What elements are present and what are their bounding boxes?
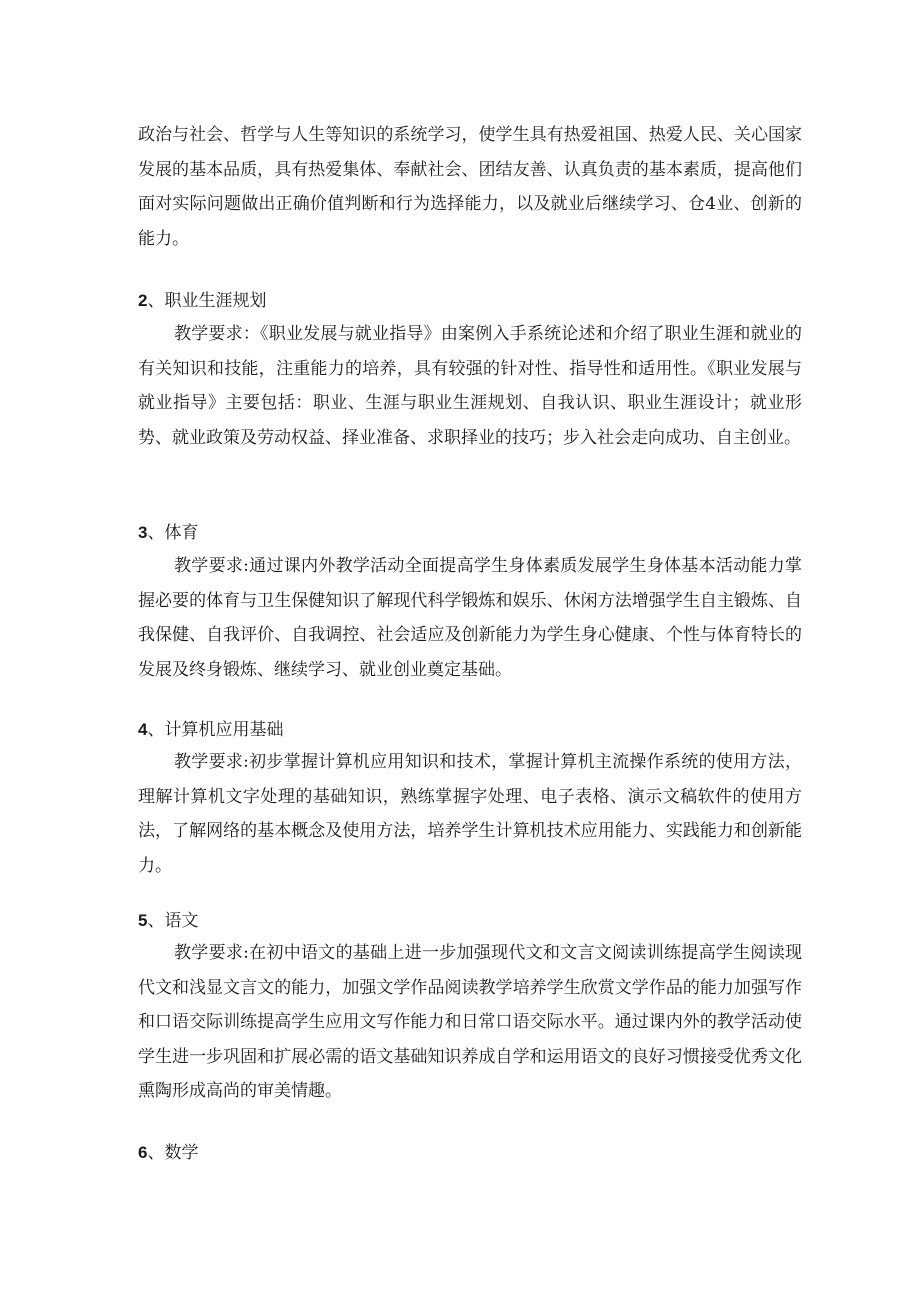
section-number: 4 xyxy=(138,720,148,739)
section-heading-2 xyxy=(138,284,266,318)
section-title: 、语文 xyxy=(147,911,199,931)
intro-paragraph: 政治与社会、哲学与人生等知识的系统学习，使学生具有热爱祖国、热爱人民、关心国家发展的基本品质，具有热爱集体、奉献社会、团结友善、认真负责的基本素质，提高他们面对实际问题做出正确价值判断和行为选择能力，以及就业后继续学习、仓4业、创新的能力。 xyxy=(138,125,802,249)
section-heading-4 xyxy=(138,713,283,747)
section-heading-3 xyxy=(138,516,198,550)
section-title: 、数学 xyxy=(147,1143,199,1163)
section-number: 6 xyxy=(138,1143,148,1162)
section-number: 5 xyxy=(138,911,148,930)
section-title: 、职业生涯规划 xyxy=(147,291,267,311)
section-number: 2 xyxy=(138,291,148,310)
section-number: 3 xyxy=(138,523,148,542)
section-body-4: 教学要求:初步掌握计算机应用知识和技术，掌握计算机主流操作系统的使用方法，理解计算机文字处理的基础知识，熟练掌握字处理、电子表格、演示文稿软件的使用方法，了解网络的基本概念及使用方法，培养学生计算机技术应用能力、实践能力和创新能力。 xyxy=(138,752,802,876)
section-heading-6 xyxy=(138,1136,198,1170)
section-title: 、体育 xyxy=(147,523,199,543)
section-body-2: 教学要求：《职业发展与就业指导》由案例入手系统论述和介绍了职业生涯和就业的有关知识和技能，注重能力的培养，具有较强的针对性、指导性和适用性。《职业发展与就业指导》主要包括：职业、生涯与职业生涯规划、自我认识、职业生涯设计；就业形势、就业政策及劳动权益、择业准备、求职择业的技巧；步入社会走向成功、自主创业。 xyxy=(138,324,802,448)
section-body-3: 教学要求:通过课内外教学活动全面提高学生身体素质发展学生身体基本活动能力掌握必要的体育与卫生保健知识了解现代科学锻炼和娱乐、休闲方法增强学生自主锻炼、自我保健、自我评价、自我调控、社会适应及创新能力为学生身心健康、个性与体育特长的发展及终身锻炼、继续学习、就业创业奠定基础。 xyxy=(138,556,802,680)
section-title: 、计算机应用基础 xyxy=(147,720,284,740)
section-body-5: 教学要求:在初中语文的基础上进一步加强现代文和文言文阅读训练提高学生阅读现代文和浅显文言文的能力，加强文学作品阅读教学培养学生欣赏文学作品的能力加强写作和口语交际训练提高学生应用文写作能力和日常口语交际水平。通过课内外的教学活动使学生进一步巩固和扩展必需的语文基础知识养成自学和运用语文的良好习惯接受优秀文化熏陶形成高尚的审美情趣。 xyxy=(138,943,802,1101)
section-heading-5 xyxy=(138,904,198,938)
